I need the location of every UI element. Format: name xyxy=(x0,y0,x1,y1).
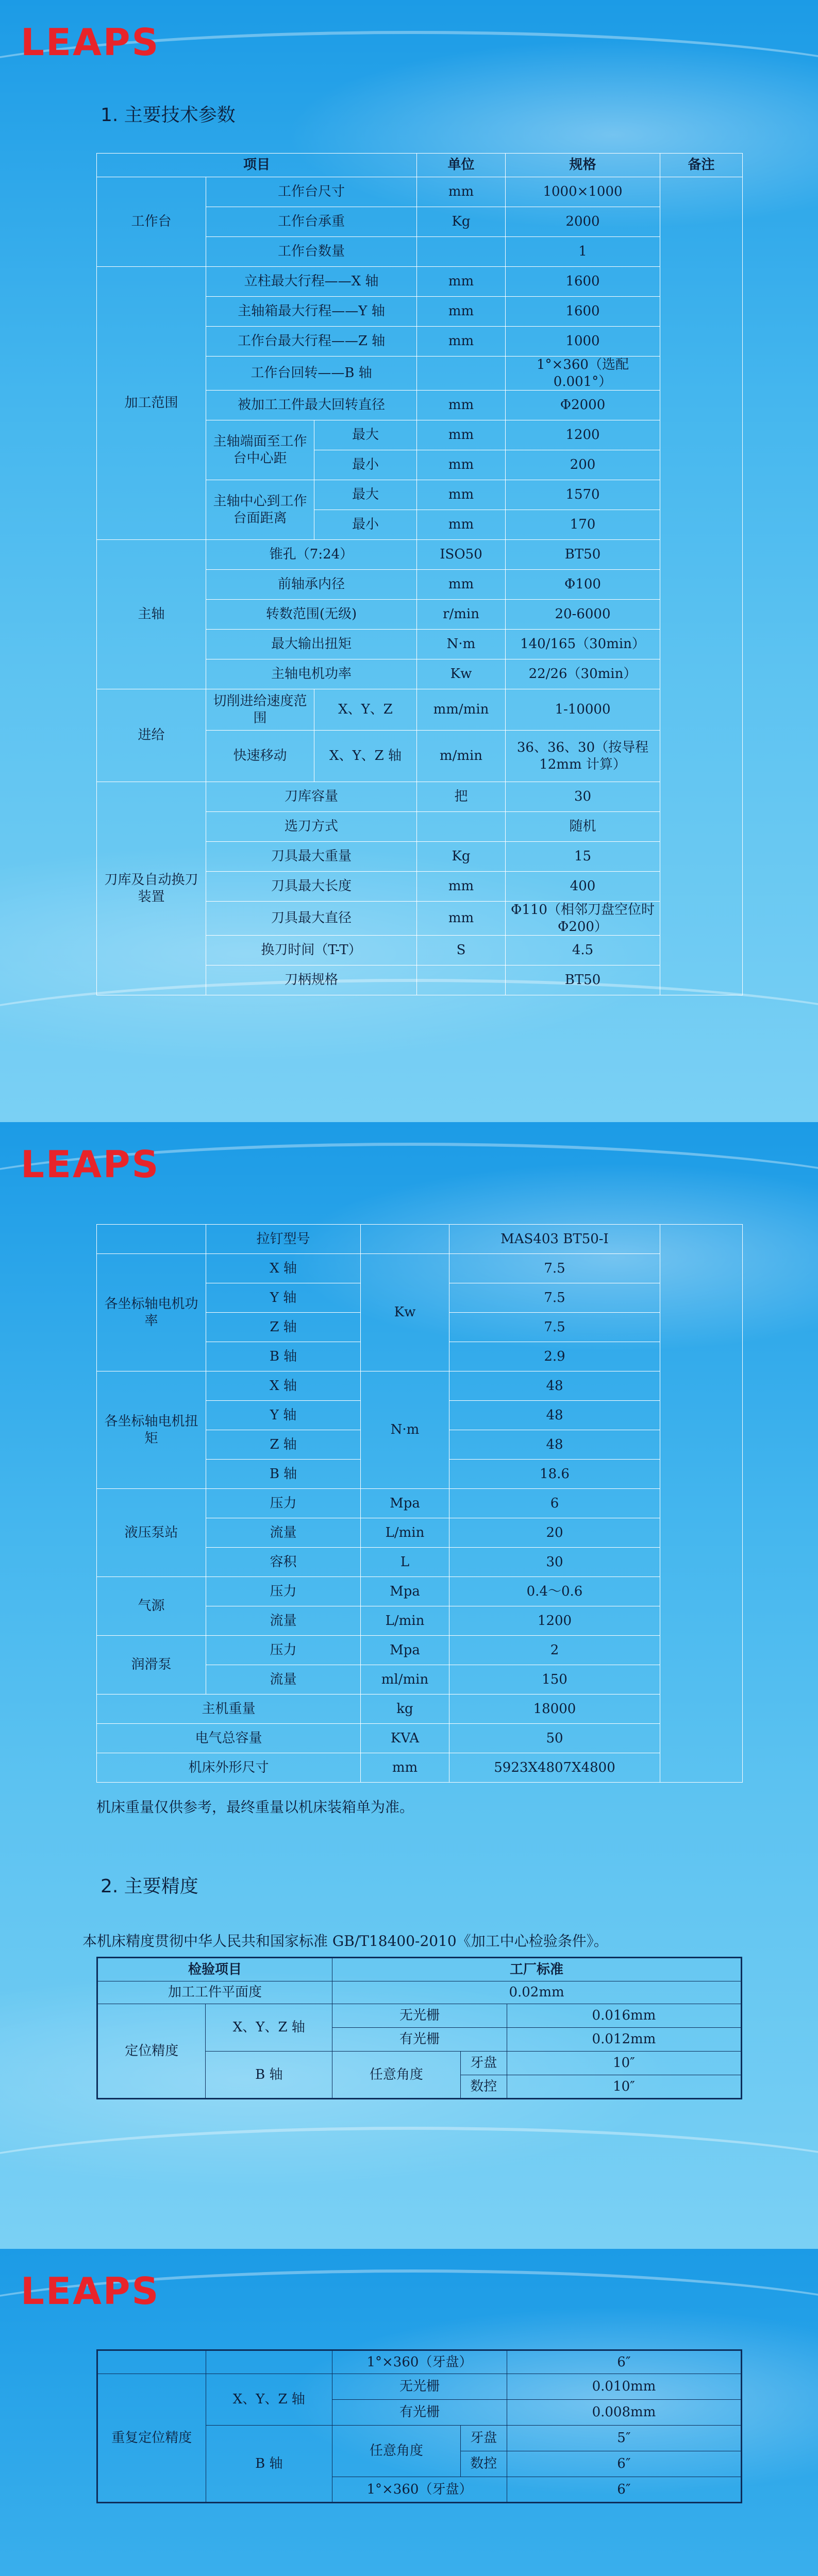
row-unit: mm/min xyxy=(417,689,506,731)
row-label: 快速移动 xyxy=(206,731,314,782)
row-unit: Mpa xyxy=(361,1577,449,1606)
row-spec: 4.5 xyxy=(506,936,660,965)
row-spec: 30 xyxy=(449,1548,660,1577)
row-spec: 2 xyxy=(449,1636,660,1665)
row-unit: Kw xyxy=(361,1254,449,1371)
spec-table-2 xyxy=(96,1224,743,1783)
accuracy-table xyxy=(96,1957,742,2099)
standard-note: 本机床精度贯彻中华人民共和国家标准 GB/T18400-2010《加工中心检验条件》。 xyxy=(82,1933,608,1950)
sub-max: 最大 xyxy=(314,420,417,450)
row-unit: mm xyxy=(417,872,506,902)
row-unit: Kg xyxy=(417,207,506,237)
row-unit: L xyxy=(361,1548,449,1577)
row-label: 工作台尺寸 xyxy=(206,177,417,207)
row-unit: mm xyxy=(417,570,506,600)
row-unit xyxy=(417,237,506,267)
row-spec: 140/165（30min） xyxy=(506,630,660,659)
row-value: 10″ xyxy=(507,2075,741,2099)
row-spec: 2.9 xyxy=(449,1342,660,1371)
row-spec: 随机 xyxy=(506,812,660,842)
row-spec: 18000 xyxy=(449,1694,660,1724)
row-spec: 22/26（30min） xyxy=(506,659,660,689)
row-spec: 2000 xyxy=(506,207,660,237)
row-spec: 7.5 xyxy=(449,1254,660,1283)
row-axis: X 轴 xyxy=(206,1371,361,1401)
row-label: 工作台承重 xyxy=(206,207,417,237)
option-label: 任意角度 xyxy=(332,2426,461,2477)
row-unit: Kw xyxy=(417,659,506,689)
row-spec: 1-10000 xyxy=(506,689,660,731)
option-sub: 牙盘 xyxy=(460,2426,507,2451)
row-unit: L/min xyxy=(361,1606,449,1636)
sub-label: 主轴中心到工作台面距离 xyxy=(206,480,314,540)
option-label: 1°×360（牙盘） xyxy=(332,2350,507,2374)
group-label: 重复定位精度 xyxy=(97,2374,206,2503)
row-unit: kg xyxy=(361,1694,449,1724)
axis-label: B 轴 xyxy=(206,2052,332,2099)
row-spec: 48 xyxy=(449,1401,660,1430)
row-spec: 1 xyxy=(506,237,660,267)
row-label: 拉钉型号 xyxy=(206,1225,361,1254)
row-spec: 7.5 xyxy=(449,1313,660,1342)
brand-logo: LEAPS xyxy=(21,2269,160,2313)
row-label: 被加工工件最大回转直径 xyxy=(206,391,417,420)
row-spec: 1200 xyxy=(506,420,660,450)
option-label: 无光栅 xyxy=(332,2004,507,2028)
row-label: 刀具最大直径 xyxy=(206,902,417,936)
row-spec: 1570 xyxy=(506,480,660,510)
row-spec: MAS403 BT50-I xyxy=(449,1225,660,1254)
row-unit: Kg xyxy=(417,842,506,872)
row-label: 电气总容量 xyxy=(97,1724,361,1753)
group-label: 工作台 xyxy=(97,177,206,267)
row-spec: 48 xyxy=(449,1371,660,1401)
row-value: 0.010mm xyxy=(507,2374,741,2400)
row-spec: Φ110（相邻刀盘空位时 Φ200） xyxy=(506,902,660,936)
row-label: 选刀方式 xyxy=(206,812,417,842)
row-axis: Y 轴 xyxy=(206,1401,361,1430)
row-spec: Φ2000 xyxy=(506,391,660,420)
row-value: 6″ xyxy=(507,2477,741,2503)
row-value: 5″ xyxy=(507,2426,741,2451)
row-axis: X、Y、Z xyxy=(314,689,417,731)
row-label: 换刀时间（T-T） xyxy=(206,936,417,965)
row-axis: 流量 xyxy=(206,1518,361,1548)
option-label: 任意角度 xyxy=(332,2052,461,2099)
row-axis: Z 轴 xyxy=(206,1313,361,1342)
row-value: 10″ xyxy=(507,2052,741,2075)
row-spec: 18.6 xyxy=(449,1460,660,1489)
row-spec: 15 xyxy=(506,842,660,872)
row-spec: 200 xyxy=(506,450,660,480)
option-sub: 牙盘 xyxy=(460,2052,507,2075)
accuracy-table-continued xyxy=(96,2349,742,2503)
panel-3 xyxy=(0,2249,818,2576)
row-spec: 48 xyxy=(449,1430,660,1460)
row-label: 前轴承内径 xyxy=(206,570,417,600)
axis-label: X、Y、Z 轴 xyxy=(206,2004,332,2052)
remark-cell xyxy=(660,1225,743,1783)
header-item: 检验项目 xyxy=(97,1958,332,1981)
row-spec: 150 xyxy=(449,1665,660,1694)
row-label: 刀库容量 xyxy=(206,782,417,812)
row-label: 机床外形尺寸 xyxy=(97,1753,361,1783)
row-spec: Φ100 xyxy=(506,570,660,600)
row-unit: N·m xyxy=(417,630,506,659)
row-spec: 170 xyxy=(506,510,660,540)
row-label: 刀具最大长度 xyxy=(206,872,417,902)
row-spec: 5923X4807X4800 xyxy=(449,1753,660,1783)
row-unit: mm xyxy=(417,327,506,357)
row-spec: 7.5 xyxy=(449,1283,660,1313)
row-axis: 容积 xyxy=(206,1548,361,1577)
row-axis: 流量 xyxy=(206,1606,361,1636)
header-remark: 备注 xyxy=(660,154,743,177)
group-label: 进给 xyxy=(97,689,206,782)
row-unit: mm xyxy=(417,297,506,327)
row-unit: S xyxy=(417,936,506,965)
row-axis: Y 轴 xyxy=(206,1283,361,1313)
row-unit: ml/min xyxy=(361,1665,449,1694)
row-label: 加工工件平面度 xyxy=(97,1981,332,2004)
row-label: 主轴电机功率 xyxy=(206,659,417,689)
axis-label: B 轴 xyxy=(206,2426,332,2503)
brand-logo: LEAPS xyxy=(21,21,160,64)
section-title-accuracy: 2. 主要精度 xyxy=(101,1876,198,1897)
row-empty xyxy=(206,2350,332,2374)
option-label: 1°×360（牙盘） xyxy=(332,2477,507,2503)
row-label: 主机重量 xyxy=(97,1694,361,1724)
row-unit: ISO50 xyxy=(417,540,506,570)
header-unit: 单位 xyxy=(417,154,506,177)
group-label: 定位精度 xyxy=(97,2004,206,2099)
row-unit: mm xyxy=(417,450,506,480)
group-label: 润滑泵 xyxy=(97,1636,206,1694)
row-spec: 1600 xyxy=(506,267,660,297)
row-axis: 流量 xyxy=(206,1665,361,1694)
row-spec: 1°×360（选配 0.001°） xyxy=(506,357,660,391)
header-spec: 规格 xyxy=(506,154,660,177)
row-label: 工作台数量 xyxy=(206,237,417,267)
row-axis: X 轴 xyxy=(206,1254,361,1283)
row-spec: 0.4～0.6 xyxy=(449,1577,660,1606)
row-unit: r/min xyxy=(417,600,506,630)
row-spec: 30 xyxy=(506,782,660,812)
row-unit: m/min xyxy=(417,731,506,782)
row-axis: Z 轴 xyxy=(206,1430,361,1460)
group-label: 各坐标轴电机扭矩 xyxy=(97,1371,206,1489)
row-value: 0.008mm xyxy=(507,2400,741,2426)
row-unit: N·m xyxy=(361,1371,449,1489)
axis-label: X、Y、Z 轴 xyxy=(206,2374,332,2426)
group-label: 气源 xyxy=(97,1577,206,1636)
row-axis: B 轴 xyxy=(206,1342,361,1371)
weight-note: 机床重量仅供参考，最终重量以机床装箱单为准。 xyxy=(96,1799,414,1816)
row-spec: 6 xyxy=(449,1489,660,1518)
group-label: 刀库及自动换刀装置 xyxy=(97,782,206,995)
row-unit: mm xyxy=(417,267,506,297)
header-item: 项目 xyxy=(97,154,417,177)
row-label: 刀柄规格 xyxy=(206,965,417,995)
header-standard: 工厂标准 xyxy=(332,1958,742,1981)
row-label: 转数范围(无级) xyxy=(206,600,417,630)
row-spec: 20 xyxy=(449,1518,660,1548)
row-spec: 1000×1000 xyxy=(506,177,660,207)
group-label: 加工范围 xyxy=(97,267,206,540)
row-axis: 压力 xyxy=(206,1577,361,1606)
row-value: 0.016mm xyxy=(507,2004,741,2028)
row-unit xyxy=(417,812,506,842)
row-axis: B 轴 xyxy=(206,1460,361,1489)
sub-max: 最大 xyxy=(314,480,417,510)
row-unit xyxy=(361,1225,449,1254)
row-label: 工作台最大行程——Z 轴 xyxy=(206,327,417,357)
row-label: 主轴箱最大行程——Y 轴 xyxy=(206,297,417,327)
row-unit: Mpa xyxy=(361,1636,449,1665)
row-unit: mm xyxy=(417,480,506,510)
row-unit: mm xyxy=(417,510,506,540)
row-axis: 压力 xyxy=(206,1636,361,1665)
row-spec: 50 xyxy=(449,1724,660,1753)
row-spec: 1600 xyxy=(506,297,660,327)
row-label: 最大输出扭矩 xyxy=(206,630,417,659)
panel-1 xyxy=(0,0,818,1122)
row-spec: 1200 xyxy=(449,1606,660,1636)
row-spec: 400 xyxy=(506,872,660,902)
row-unit: L/min xyxy=(361,1518,449,1548)
row-value: 0.012mm xyxy=(507,2028,741,2052)
background-swoosh xyxy=(0,979,818,1106)
row-unit: Mpa xyxy=(361,1489,449,1518)
background-swoosh xyxy=(0,2127,818,2249)
group-label: 主轴 xyxy=(97,540,206,689)
sub-min: 最小 xyxy=(314,510,417,540)
option-label: 有光栅 xyxy=(332,2028,507,2052)
row-spec: BT50 xyxy=(506,540,660,570)
row-unit: 把 xyxy=(417,782,506,812)
group-label: 各坐标轴电机功率 xyxy=(97,1254,206,1371)
row-value: 6″ xyxy=(507,2451,741,2477)
option-sub: 数控 xyxy=(460,2451,507,2477)
row-label: 刀具最大重量 xyxy=(206,842,417,872)
section-title-specs: 1. 主要技术参数 xyxy=(101,105,236,126)
row-unit: mm xyxy=(417,420,506,450)
row-label: 锥孔（7:24） xyxy=(206,540,417,570)
sub-min: 最小 xyxy=(314,450,417,480)
row-value: 0.02mm xyxy=(332,1981,742,2004)
row-spec: 36、36、30（按导程 12mm 计算） xyxy=(506,731,660,782)
sub-label: 主轴端面至工作台中心距 xyxy=(206,420,314,480)
row-unit xyxy=(417,965,506,995)
row-label: 立柱最大行程——X 轴 xyxy=(206,267,417,297)
option-label: 无光栅 xyxy=(332,2374,507,2400)
row-unit: mm xyxy=(361,1753,449,1783)
option-label: 有光栅 xyxy=(332,2400,507,2426)
remark-cell xyxy=(660,177,743,995)
row-spec: 1000 xyxy=(506,327,660,357)
group-label: 液压泵站 xyxy=(97,1489,206,1577)
row-axis: X、Y、Z 轴 xyxy=(314,731,417,782)
row-empty xyxy=(97,1225,206,1254)
option-sub: 数控 xyxy=(460,2075,507,2099)
row-unit: mm xyxy=(417,177,506,207)
spec-table-1 xyxy=(96,153,743,995)
row-label: 切削进给速度范围 xyxy=(206,689,314,731)
row-axis: 压力 xyxy=(206,1489,361,1518)
row-label: 工作台回转——B 轴 xyxy=(206,357,417,391)
row-spec: BT50 xyxy=(506,965,660,995)
row-empty xyxy=(97,2350,206,2374)
row-unit: KVA xyxy=(361,1724,449,1753)
row-value: 6″ xyxy=(507,2350,741,2374)
row-unit: mm xyxy=(417,391,506,420)
row-spec: 20-6000 xyxy=(506,600,660,630)
panel-2 xyxy=(0,1122,818,2249)
row-unit: mm xyxy=(417,902,506,936)
row-unit xyxy=(417,357,506,391)
brand-logo: LEAPS xyxy=(21,1143,160,1186)
